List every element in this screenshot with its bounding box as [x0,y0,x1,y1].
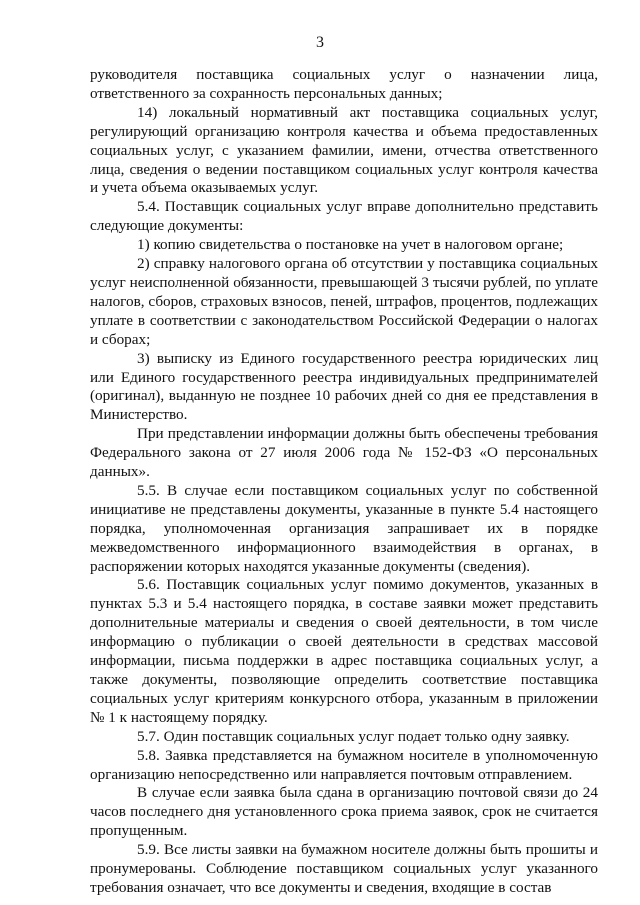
paragraph: 5.6. Поставщик социальных услуг помимо документов, указанных в пунктах 5.3 и 5.4 настоящего порядка, в составе заявки может представить дополнительные материалы и сведения о своей деятельности, в том числе информацию о публикации о своей деятельности в средствах массовой информации, письма поддержки в адрес поставщика социальных услуг, а также документы, позволяющие определить соответствие поставщика социальных услуг критериям конкурсного отбора, указанным в приложении № 1 к настоящему порядку. [90,576,598,726]
paragraph: 5.4. Поставщик социальных услуг вправе дополнительно представить следующие документы: [90,198,598,235]
paragraph: 3) выписку из Единого государственного реестра юридических лиц или Единого государственного реестра индивидуальных предпринимателей (оригинал), выданную не позднее 10 рабочих дней со дня ее представления в Министерство. [90,349,598,424]
paragraph: В случае если заявка была сдана в организацию почтовой связи до 24 часов последнего дня установленного срока приема заявок, срок не считается пропущенным. [90,784,598,840]
paragraph: 2) справку налогового органа об отсутствии у поставщика социальных услуг неисполненной обязанности, превышающей 3 тысячи рублей, по уплате налогов, сборов, страховых взносов, пеней, штрафов, процентов, подлежащих уплате в соответствии с законодательством Российской Федерации о налогах и сборах; [90,255,598,348]
paragraph: руководителя поставщика социальных услуг о назначении лица, ответственного за сохранность персональных данных; [90,66,598,102]
paragraph: 5.5. В случае если поставщиком социальных услуг по собственной инициативе не представлены документы, указанные в пункте 5.4 настоящего порядка, уполномоченная организация запрашивает их в порядке межведомственного информационного взаимодействия в органах, в распоряжении которых находятся указанные документы (сведения). [90,481,598,575]
paragraph: 5.8. Заявка представляется на бумажном носителе в уполномоченную организацию непосредственно или направляется почтовым отправлением. [90,746,598,783]
paragraph: 5.7. Один поставщик социальных услуг подает только одну заявку. [137,727,570,745]
paragraph: 5.9. Все листы заявки на бумажном носителе должны быть прошиты и пронумерованы. Соблюдение поставщиком социальных услуг указанного требования означает, что все документы и сведения, входящие в состав [90,841,598,896]
paragraph: При представлении информации должны быть обеспечены требования Федерального закона от 27 июля 2006 года № 152-ФЗ «О персональных данных». [90,425,598,481]
page-number: 3 [316,34,324,51]
document-body [90,66,598,898]
paragraph: 1) копию свидетельства о постановке на учет в налоговом органе; [137,236,564,254]
paragraph: 14) локальный нормативный акт поставщика социальных услуг, регулирующий организацию контроля качества и объема предоставленных социальных услуг, с указанием фамилии, имени, отчества ответственного лица, сведения о ведении поставщиком социальных услуг контроля качества и учета объема оказываемых услуг. [90,103,598,197]
